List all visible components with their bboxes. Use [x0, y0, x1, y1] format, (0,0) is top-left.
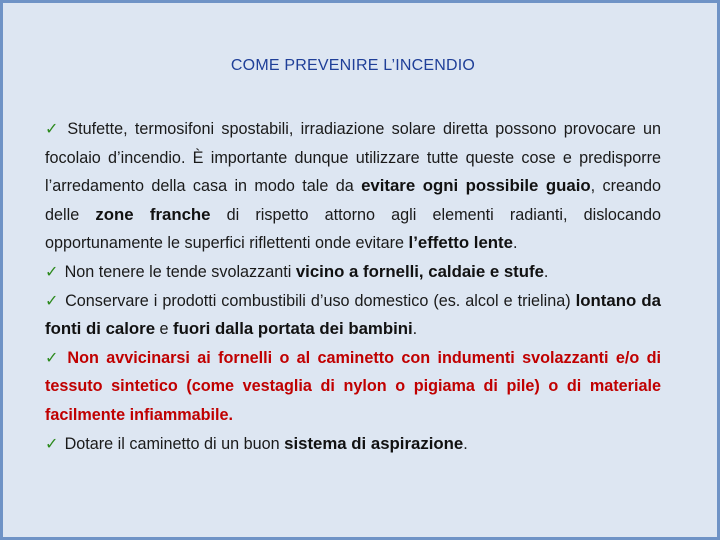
bold-text: lontano da fonti di calore	[45, 290, 661, 339]
bullet-paragraph	[45, 258, 661, 287]
bold-text: zone franche	[95, 204, 211, 224]
bold-text: sistema di aspirazione	[284, 433, 464, 453]
text-segment: Non tenere le tende svolazzanti	[64, 262, 296, 281]
text-segment: di rispetto attorno agli elementi radianti, dislocando opportunamente le superfici riflettenti onde evitare	[45, 205, 661, 253]
bold-text: l’effetto lente	[408, 233, 513, 253]
text-segment: Non avvicinarsi ai fornelli o al caminetto con indumenti svolazzanti e/o di tessuto sintetico (come vestaglia di nylon o pigiama di pile) o di materiale facilmente infiammabile.	[45, 348, 661, 424]
check-icon: ✓	[45, 348, 62, 367]
check-icon: ✓	[45, 120, 62, 138]
check-icon: ✓	[45, 291, 60, 310]
check-icon: ✓	[45, 434, 59, 453]
check-icon: ✓	[45, 262, 59, 281]
slide-title: COME PREVENIRE L’INCENDIO	[230, 57, 476, 74]
text-segment: , creando delle	[45, 177, 661, 224]
bullet-paragraph	[45, 344, 661, 430]
text-segment: .	[543, 262, 549, 281]
text-segment: Conservare i prodotti combustibili d’uso domestico (es. alcol e trielina)	[65, 291, 576, 310]
text-segment: .	[463, 434, 468, 453]
text-segment: Stufette, termosifoni spostabili, irradiazione solare diretta possono provocare un focolaio d’incendio. È importante dunque utilizzare tutte queste cose e predisporre l’arredamento della casa in modo tale da	[45, 120, 661, 196]
text-segment: .	[512, 234, 518, 253]
bullet-paragraph	[45, 287, 661, 344]
text-segment: .	[412, 320, 418, 339]
bold-text: fuori dalla portata dei bambini	[173, 319, 413, 339]
text-segment: Dotare il caminetto di un buon	[64, 434, 285, 453]
bold-text: evitare ogni possibile guaio	[361, 176, 591, 196]
text-segment: e	[155, 320, 174, 339]
bold-text: vicino a fornelli, caldaie e stufe	[295, 261, 544, 281]
bullet-paragraph	[45, 115, 661, 258]
bullet-list	[45, 115, 661, 458]
bullet-paragraph	[45, 430, 661, 459]
